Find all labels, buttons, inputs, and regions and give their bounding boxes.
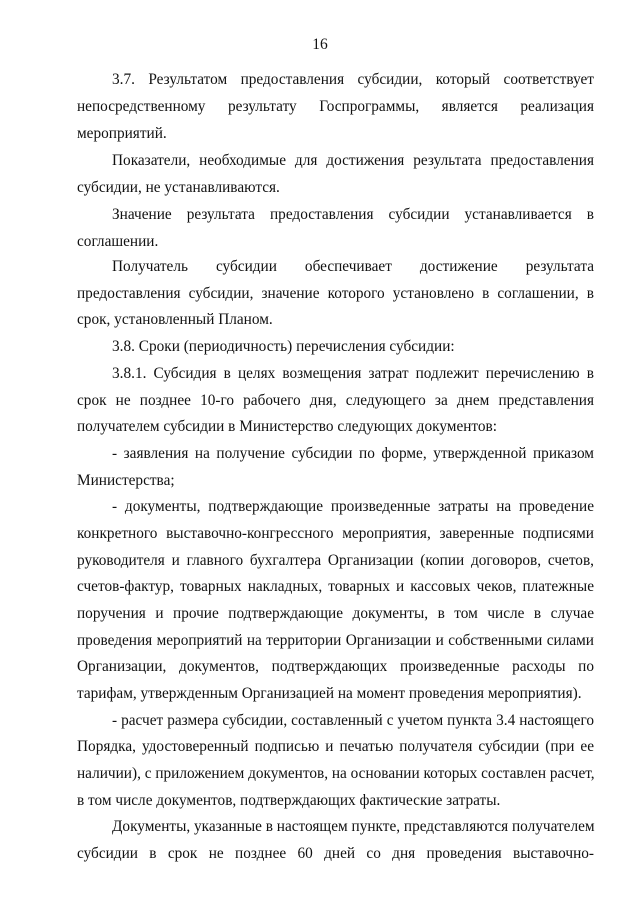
text-line: руководителя и главного бухгалтера Организации (копии договоров, счетов, — [77, 552, 594, 569]
text-line: непосредственному результату Госпрограммы, является реализация — [77, 98, 594, 115]
text-line: проведения мероприятий на территории Организации и собственными силами — [77, 632, 594, 649]
text-line: Порядка, удостоверенный подписью и печатью получателя субсидии (при ее — [77, 738, 594, 755]
text-line: предоставления субсидии, значение которого установлено в соглашении, в — [77, 285, 594, 302]
text-line: получателем субсидии в Министерство следующих документов: — [77, 418, 498, 435]
text-line: тарифам, утвержденным Организацией на момент проведения мероприятия). — [77, 685, 582, 702]
text-line: - расчет размера субсидии, составленный с учетом пункта 3.4 настоящего — [112, 712, 594, 729]
text-line: срок, установленный Планом. — [77, 311, 273, 328]
text-line: 3.8.1. Субсидия в целях возмещения затрат подлежит перечислению в — [112, 365, 594, 382]
page-number: 16 — [312, 36, 328, 53]
text-line: мероприятий. — [77, 125, 167, 142]
text-line: Организации, документов, подтверждающих произведенные расходы по — [77, 658, 594, 675]
text-line: Значение результата предоставления субсидии устанавливается в — [112, 206, 594, 223]
text-line: 3.7. Результатом предоставления субсидии, который соответствует — [112, 71, 594, 88]
text-line: субсидии в срок не позднее 60 дней со дня проведения выставочно- — [77, 845, 594, 862]
text-line: 3.8. Сроки (периодичность) перечисления субсидии: — [112, 338, 455, 355]
text-line: Министерства; — [77, 472, 175, 489]
text-line: Показатели, необходимые для достижения результата предоставления — [112, 152, 594, 169]
text-line: субсидии, не устанавливаются. — [77, 179, 280, 196]
text-line: в том числе документов, подтверждающих фактические затраты. — [77, 792, 501, 809]
text-line: Документы, указанные в настоящем пункте, представляются получателем — [112, 818, 595, 835]
text-line: конкретного выставочно-конгрессного мероприятия, заверенные подписями — [77, 525, 594, 542]
text-line: - заявления на получение субсидии по форме, утвержденной приказом — [112, 445, 594, 462]
text-line: наличии), с приложением документов, на основании которых составлен расчет, — [77, 765, 595, 782]
text-line: Получатель субсидии обеспечивает достижение результата — [112, 258, 594, 275]
text-line: срок не позднее 10-го рабочего дня, следующего за днем представления — [77, 392, 594, 409]
text-line: - документы, подтверждающие произведенные затраты на проведение — [112, 498, 594, 515]
text-line: поручения и прочие подтверждающие документы, в том числе в случае — [77, 605, 594, 622]
text-line: счетов-фактур, товарных накладных, товарных и кассовых чеков, платежные — [77, 578, 594, 595]
text-line: соглашении. — [77, 233, 159, 250]
